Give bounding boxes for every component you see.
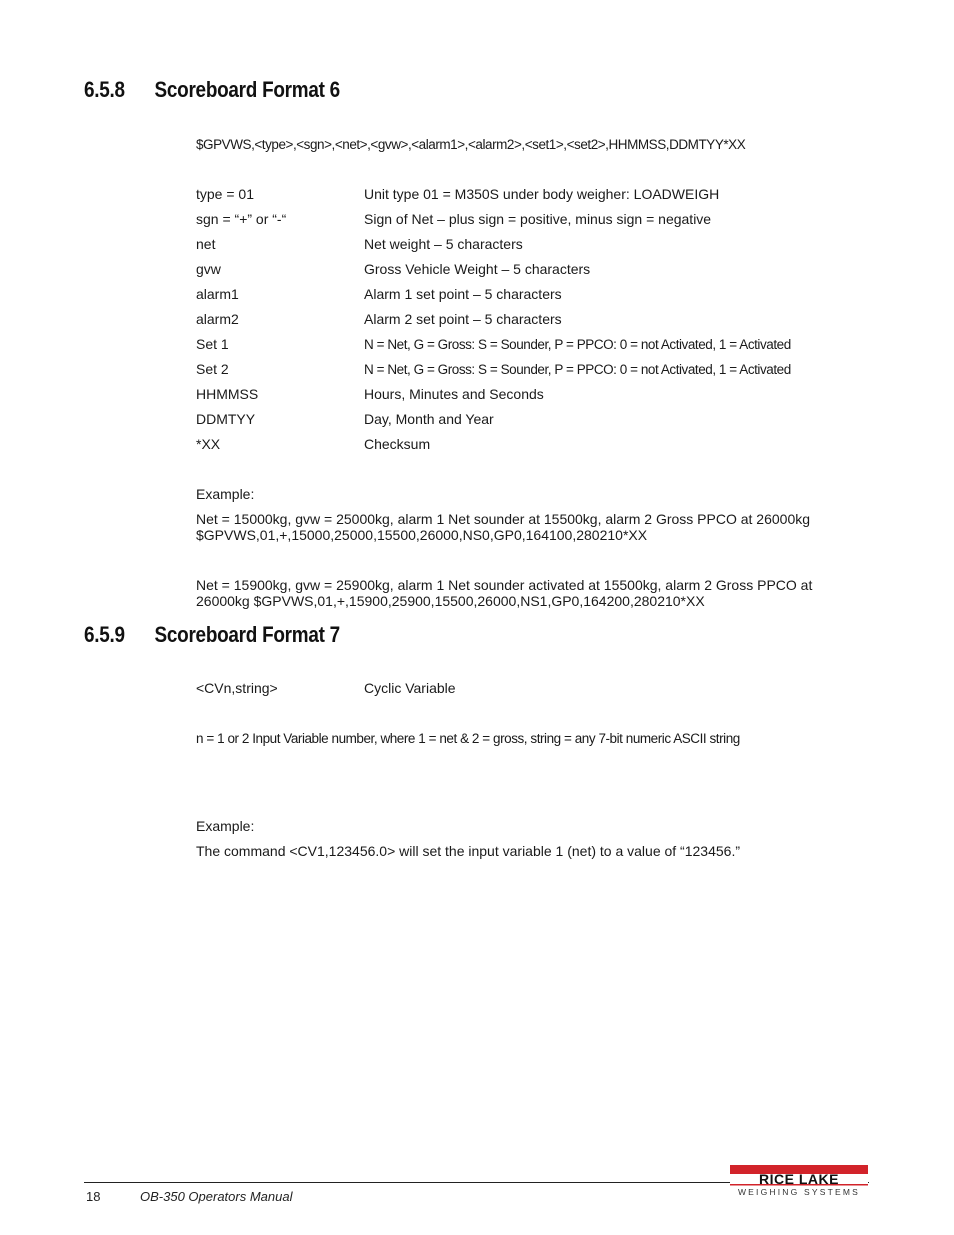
example-1-line-1: Net = 15000kg, gvw = 25000kg, alarm 1 Net sounder at 15500kg, alarm 2 Gross PPCO at 26000kg [196,511,811,527]
param-desc: Day, Month and Year [364,411,494,427]
param-desc: Sign of Net – plus sign = positive, minus sign = negative [364,211,712,227]
param-row [196,680,456,696]
param-row [196,436,430,452]
example-2-line-1: Net = 15900kg, gvw = 25900kg, alarm 1 Net sounder activated at 15500kg, alarm 2 Gross PPCO at [196,577,813,593]
param-desc: Hours, Minutes and Seconds [364,386,544,402]
param-row [196,211,711,227]
param-name: net [196,236,216,252]
variable-note: n = 1 or 2 Input Variable number, where 1 = net & 2 = gross, string = any 7-bit numeric ASCII string [196,731,740,746]
param-desc: Checksum [364,436,431,452]
param-row [196,186,719,202]
param-row [196,261,590,277]
param-desc: Cyclic Variable [364,680,456,696]
example-1-line-2: $GPVWS,01,+,15000,25000,15500,26000,NS0,GP0,164100,280210*XX [196,527,648,543]
param-desc: Unit type 01 = M350S under body weigher: LOADWEIGH [364,186,720,202]
param-name: *XX [196,436,221,452]
param-desc: N = Net, G = Gross: S = Sounder, P = PPCO: 0 = not Activated, 1 = Activated [364,362,791,377]
param-name: gvw [196,261,221,277]
param-row [196,386,544,402]
manual-title: OB-350 Operators Manual [140,1189,293,1204]
param-row [196,411,494,427]
example-text: The command <CV1,123456.0> will set the input variable 1 (net) to a value of “123456.” [196,843,740,859]
param-row [196,311,562,327]
param-name: HHMMSS [196,386,259,402]
param-desc: Gross Vehicle Weight – 5 characters [364,261,591,277]
format-string: $GPVWS,<type>,<sgn>,<net>,<gvw>,<alarm1>,<alarm2>,<set1>,<set2>,HHMMSS,DDMTYY*XX [196,137,746,152]
section-number: 6.5.9 [84,622,125,647]
param-name: alarm2 [196,311,239,327]
param-desc: Alarm 1 set point – 5 characters [364,286,562,302]
logo-text: RICE LAKE [759,1171,839,1187]
param-row [196,236,523,252]
example-2-line-2: 26000kg $GPVWS,01,+,15900,25900,15500,26000,NS1,GP0,164200,280210*XX [196,593,705,609]
param-name: <CVn,string> [196,680,278,696]
param-desc: Net weight – 5 characters [364,236,523,252]
example-label: Example: [196,818,255,834]
example-label: Example: [196,486,255,502]
section-number: 6.5.8 [84,77,125,102]
param-desc: Alarm 2 set point – 5 characters [364,311,562,327]
param-name: alarm1 [196,286,239,302]
param-row [196,361,791,377]
param-name: Set 1 [196,336,229,352]
param-name: Set 2 [196,361,229,377]
param-name: type = 01 [196,186,254,202]
page-number: 18 [86,1189,101,1204]
section-heading [84,622,340,648]
param-row [196,336,791,352]
section-heading [84,77,340,103]
param-name: DDMTYY [196,411,256,427]
rice-lake-logo [730,1165,868,1199]
logo-subtext: WEIGHING SYSTEMS [737,1187,861,1197]
section-title: Scoreboard Format 7 [154,622,340,647]
section-title: Scoreboard Format 6 [154,77,340,102]
param-name: sgn = “+” or “-“ [196,211,287,227]
param-desc: N = Net, G = Gross: S = Sounder, P = PPCO: 0 = not Activated, 1 = Activated [364,337,791,352]
param-row [196,286,562,302]
